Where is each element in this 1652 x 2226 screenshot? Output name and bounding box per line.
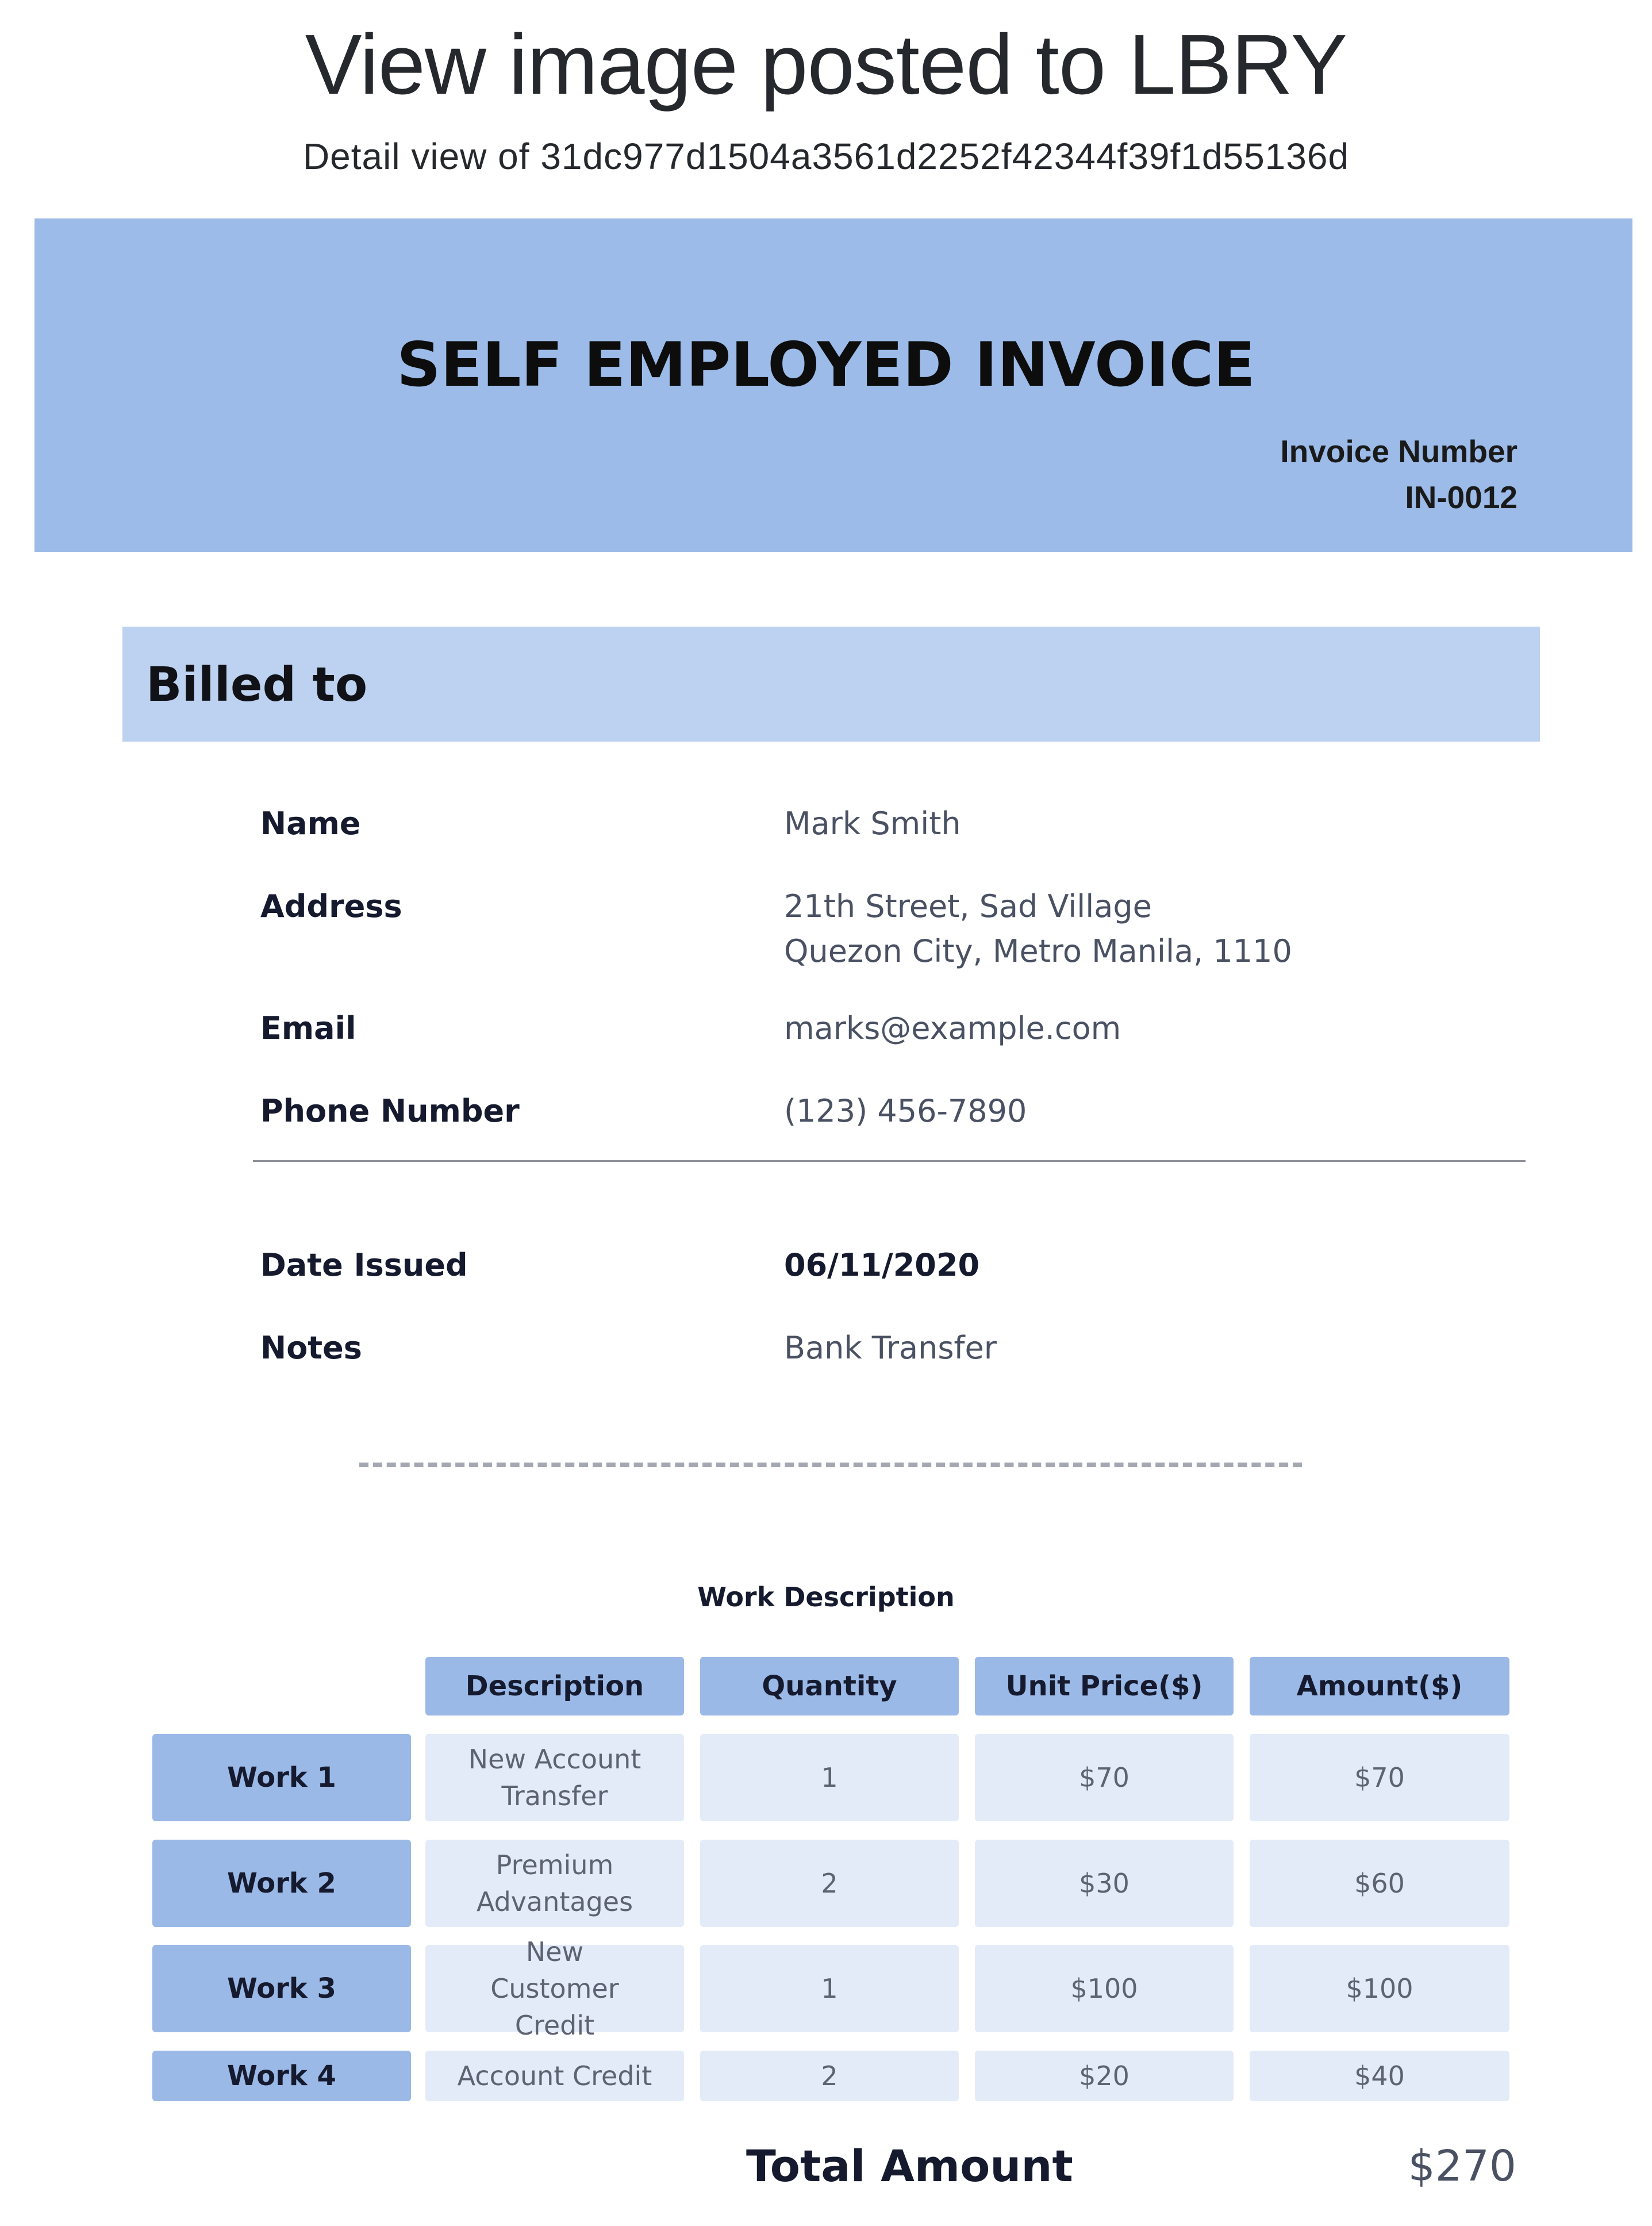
invoice-number: IN-0012 bbox=[1405, 479, 1517, 515]
date-issued-label: Date Issued bbox=[260, 1247, 468, 1283]
invoice-heading: SELF EMPLOYED INVOICE bbox=[397, 329, 1255, 400]
row-label-work-3: Work 3 bbox=[152, 1945, 411, 2032]
page-title: View image posted to LBRY bbox=[305, 17, 1347, 112]
row-2-description: Premium Advantages bbox=[425, 1840, 684, 1927]
email-value: marks@example.com bbox=[784, 1010, 1121, 1046]
row-1-amount: $70 bbox=[1250, 1734, 1509, 1821]
billed-to-title: Billed to bbox=[146, 658, 368, 712]
dashed-divider bbox=[359, 1463, 1302, 1467]
page-subtitle: Detail view of 31dc977d1504a3561d2252f42344f39f1d55136d bbox=[302, 136, 1350, 177]
total-amount-label: Total Amount bbox=[746, 2140, 1073, 2192]
column-header-description: Description bbox=[425, 1657, 684, 1715]
row-4-quantity: 2 bbox=[700, 2051, 959, 2101]
phone-value: (123) 456-7890 bbox=[784, 1093, 1027, 1129]
row-1-quantity: 1 bbox=[700, 1734, 959, 1821]
row-2-quantity: 2 bbox=[700, 1840, 959, 1927]
column-header-unit-price: Unit Price($) bbox=[975, 1657, 1234, 1715]
email-label: Email bbox=[260, 1010, 356, 1046]
address-line-1: 21th Street, Sad Village bbox=[784, 888, 1152, 924]
row-3-description: New Customer Credit bbox=[425, 1945, 684, 2032]
total-amount-value: $270 bbox=[1408, 2141, 1516, 2191]
divider-line bbox=[253, 1160, 1526, 1162]
address-line-2: Quezon City, Metro Manila, 1110 bbox=[784, 933, 1292, 969]
row-3-unit-price: $100 bbox=[975, 1945, 1234, 2032]
column-header-quantity: Quantity bbox=[700, 1657, 959, 1715]
row-4-amount: $40 bbox=[1250, 2051, 1509, 2101]
row-2-unit-price: $30 bbox=[975, 1840, 1234, 1927]
row-4-unit-price: $20 bbox=[975, 2051, 1234, 2101]
column-header-amount: Amount($) bbox=[1250, 1657, 1509, 1715]
invoice-number-label: Invoice Number bbox=[1280, 433, 1517, 469]
row-label-work-4: Work 4 bbox=[152, 2051, 411, 2101]
row-label-work-2: Work 2 bbox=[152, 1840, 411, 1927]
notes-label: Notes bbox=[260, 1330, 362, 1366]
notes-value: Bank Transfer bbox=[784, 1330, 997, 1366]
name-value: Mark Smith bbox=[784, 805, 961, 842]
name-label: Name bbox=[260, 805, 361, 842]
row-3-quantity: 1 bbox=[700, 1945, 959, 2032]
phone-label: Phone Number bbox=[260, 1093, 520, 1129]
row-2-amount: $60 bbox=[1250, 1840, 1509, 1927]
row-3-amount: $100 bbox=[1250, 1945, 1509, 2032]
row-4-description: Account Credit bbox=[425, 2051, 684, 2101]
row-1-unit-price: $70 bbox=[975, 1734, 1234, 1821]
work-description-title: Work Description bbox=[697, 1582, 955, 1613]
address-label: Address bbox=[260, 888, 402, 924]
row-1-description: New Account Transfer bbox=[425, 1734, 684, 1821]
date-issued-value: 06/11/2020 bbox=[784, 1247, 980, 1283]
row-label-work-1: Work 1 bbox=[152, 1734, 411, 1821]
